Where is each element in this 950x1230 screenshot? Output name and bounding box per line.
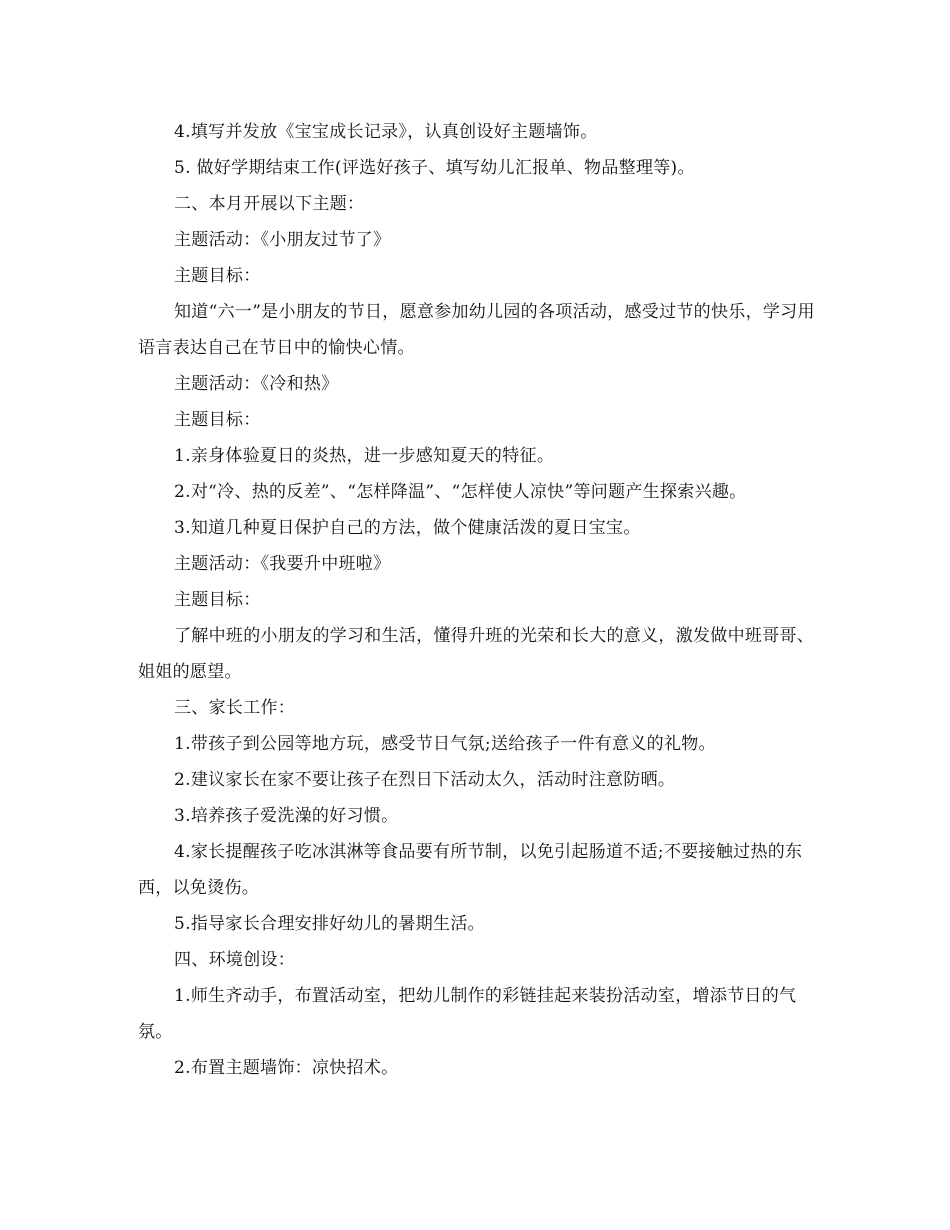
list-item-summer-life: 5.指导家长合理安排好幼儿的暑期生活。 (174, 914, 485, 934)
theme-activity-holiday: 主题活动：《小朋友过节了》 (174, 230, 391, 250)
theme-activity-middle-class: 主题活动：《我要升中班啦》 (174, 554, 391, 574)
section-heading-environment: 四、环境创设： (174, 950, 296, 970)
list-item-summer-heat: 1.亲身体验夏日的炎热，进一步感知夏天的特征。 (174, 446, 555, 466)
list-item-record-booklet: 4.填写并发放《宝宝成长记录》，认真创设好主题墙饰。 (174, 122, 598, 142)
list-item-self-protection: 3.知道几种夏日保护自己的方法，做个健康活泼的夏日宝宝。 (174, 518, 641, 538)
theme-goal-label: 主题目标： (174, 410, 261, 430)
theme-activity-hot-cold: 主题活动：《冷和热》 (174, 374, 339, 394)
theme-goal-label: 主题目标： (174, 266, 261, 286)
list-item-explore-interest: 2.对“冷、热的反差”、“怎样降温”、“怎样使人凉快”等问题产生探索兴趣。 (174, 482, 747, 502)
theme-goal-label: 主题目标： (174, 590, 261, 610)
list-item-food-caution: 4.家长提醒孩子吃冰淇淋等食品要有所节制，以免引起肠道不适;不要接触过热的东西，以免烫伤。 (138, 842, 803, 898)
theme-goal-middle-class-text: 了解中班的小朋友的学习和生活，懂得升班的光荣和长大的意义，激发做中班哥哥、姐姐的愿望。 (138, 626, 815, 682)
list-item-sun-protection: 2.建议家长在家不要让孩子在烈日下活动太久，活动时注意防晒。 (174, 770, 676, 790)
section-heading-themes: 二、本月开展以下主题： (174, 194, 365, 214)
section-heading-parents: 三、家长工作： (174, 698, 296, 718)
list-item-term-end-work: 5. 做好学期结束工作(评选好孩子、填写幼儿汇报单、物品整理等)。 (174, 158, 695, 178)
list-item-bathing-habit: 3.培养孩子爱洗澡的好习惯。 (174, 806, 399, 826)
list-item-park-visit: 1.带孩子到公园等地方玩，感受节日气氛;送给孩子一件有意义的礼物。 (174, 734, 716, 754)
theme-goal-holiday-text: 知道“六一”是小朋友的节日，愿意参加幼儿园的各项活动，感受过节的快乐，学习用语言表达自己在节日中的愉快心情。 (138, 302, 815, 358)
list-item-classroom-decor: 1.师生齐动手，布置活动室，把幼儿制作的彩链挂起来装扮活动室，增添节日的气氛。 (138, 986, 797, 1042)
document-body (138, 114, 818, 1086)
list-item-theme-wall: 2.布置主题墙饰：凉快招术。 (174, 1058, 399, 1078)
